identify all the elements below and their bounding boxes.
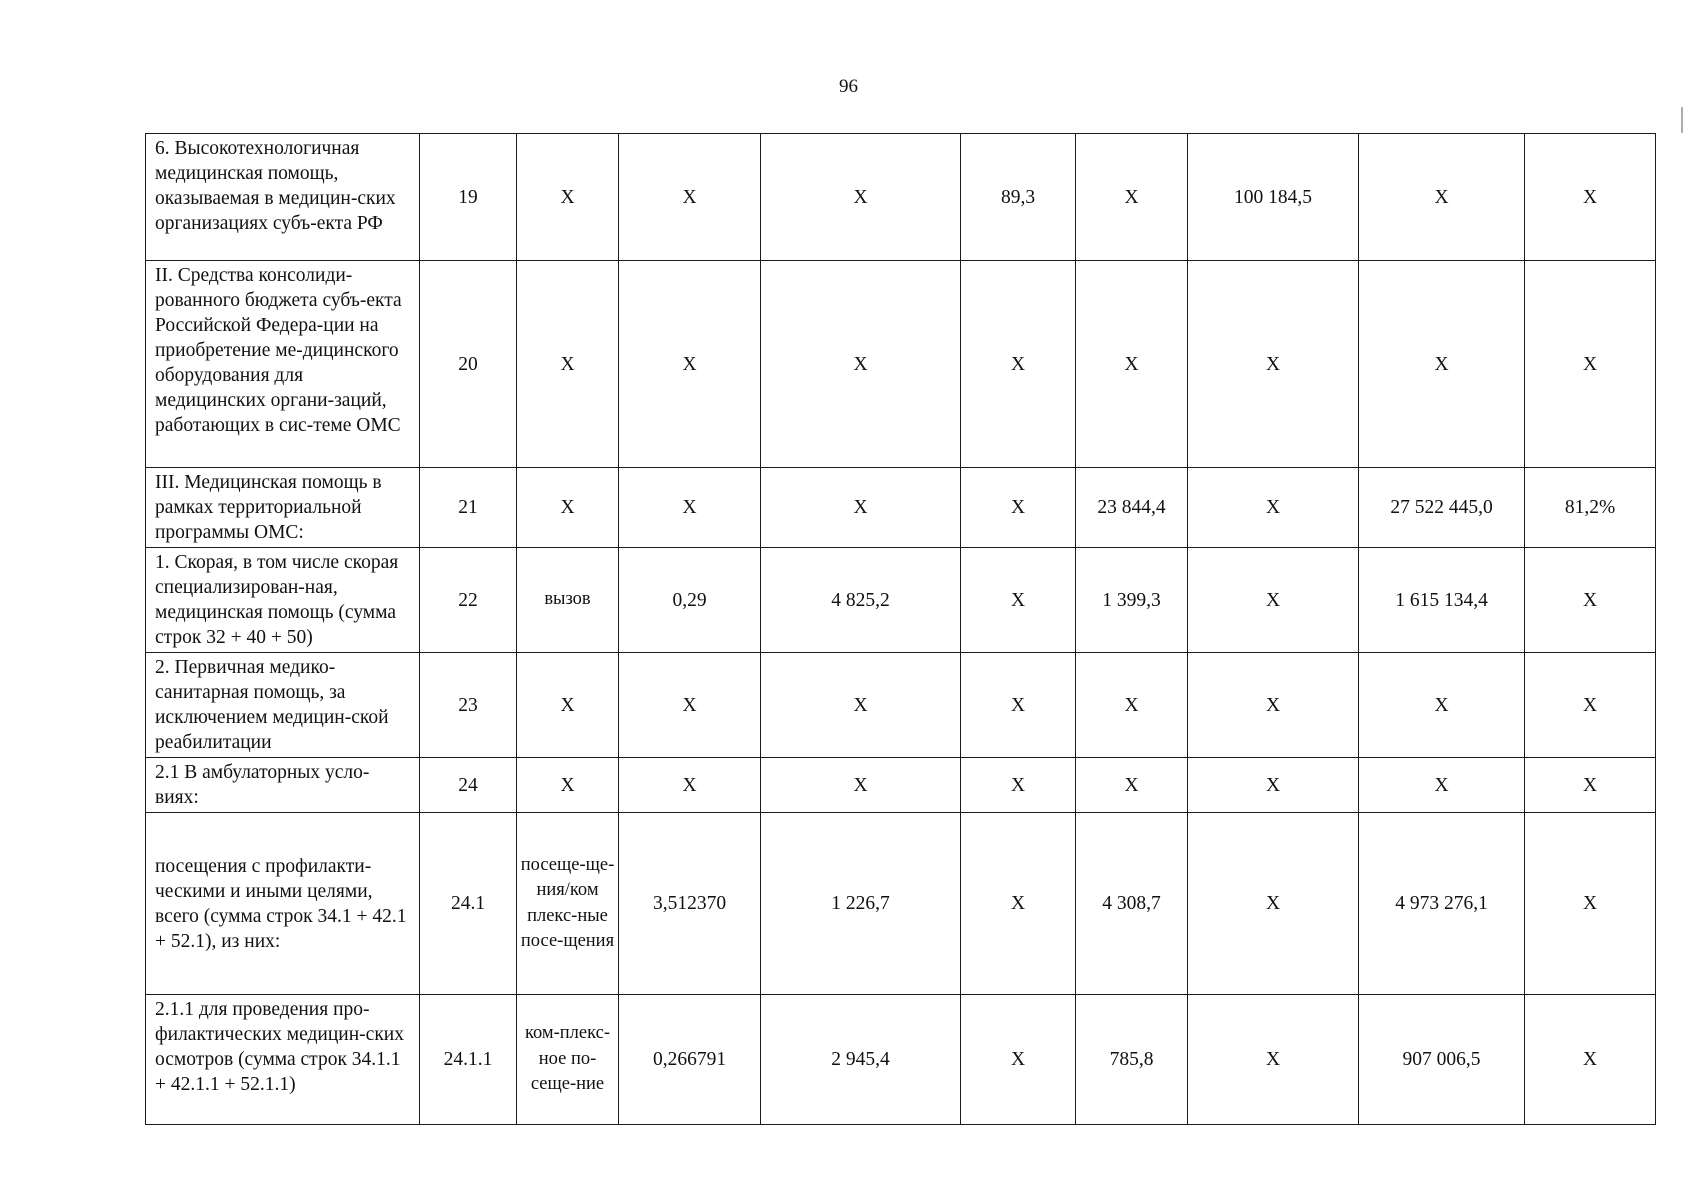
table-row <box>146 261 1656 468</box>
row-number-cell: 21 <box>420 468 517 548</box>
per-capita-oms-cell: 23 844,4 <box>1076 468 1188 548</box>
share-cell: X <box>1525 653 1656 758</box>
row-label: II. Средства консолиди-рованного бюджета субъ-екта Российской Федера-ции на приобретение ме-дицинского оборудования для медицинских органи-заций, работающих в сис-теме ОМС <box>146 261 420 468</box>
row-number-cell: 19 <box>420 134 517 261</box>
volume-norm-cell: 0,266791 <box>619 995 761 1125</box>
unit-cell: X <box>517 468 619 548</box>
cost-norm-cell: X <box>761 468 961 548</box>
unit-cell: вызов <box>517 548 619 653</box>
per-capita-budget-cell: 89,3 <box>961 134 1076 261</box>
row-number-cell: 24 <box>420 758 517 813</box>
cost-norm-cell: 1 226,7 <box>761 813 961 995</box>
total-oms-cell: 4 973 276,1 <box>1359 813 1525 995</box>
table-row <box>146 548 1656 653</box>
row-number-cell: 20 <box>420 261 517 468</box>
per-capita-budget-cell: X <box>961 548 1076 653</box>
volume-norm-cell: 3,512370 <box>619 813 761 995</box>
volume-norm-cell: X <box>619 468 761 548</box>
table-row <box>146 653 1656 758</box>
total-budget-cell: X <box>1188 813 1359 995</box>
table-row <box>146 468 1656 548</box>
unit-cell: X <box>517 261 619 468</box>
per-capita-oms-cell: 785,8 <box>1076 995 1188 1125</box>
scan-edge-mark <box>1681 107 1691 133</box>
cost-norm-cell: X <box>761 134 961 261</box>
per-capita-oms-cell: X <box>1076 134 1188 261</box>
volume-norm-cell: X <box>619 261 761 468</box>
share-cell: X <box>1525 813 1656 995</box>
total-budget-cell: X <box>1188 468 1359 548</box>
per-capita-budget-cell: X <box>961 813 1076 995</box>
per-capita-budget-cell: X <box>961 261 1076 468</box>
per-capita-budget-cell: X <box>961 758 1076 813</box>
row-number-cell: 23 <box>420 653 517 758</box>
share-cell: X <box>1525 758 1656 813</box>
unit-cell: ком-плекс-ное по-сеще-ние <box>517 995 619 1125</box>
data-table <box>145 133 1656 1125</box>
share-cell: 81,2% <box>1525 468 1656 548</box>
row-label: 2.1 В амбулаторных усло-виях: <box>146 758 420 813</box>
volume-norm-cell: 0,29 <box>619 548 761 653</box>
share-cell: X <box>1525 548 1656 653</box>
row-label: 1. Скорая, в том числе скорая специализирован-ная, медицинская помощь (сумма строк 32 + 40 + 50) <box>146 548 420 653</box>
total-oms-cell: X <box>1359 261 1525 468</box>
cost-norm-cell: X <box>761 261 961 468</box>
total-budget-cell: X <box>1188 548 1359 653</box>
page-number: 96 <box>839 76 858 97</box>
table-row <box>146 813 1656 995</box>
total-oms-cell: 27 522 445,0 <box>1359 468 1525 548</box>
row-number-cell: 24.1 <box>420 813 517 995</box>
share-cell: X <box>1525 995 1656 1125</box>
row-label: 6. Высокотехнологичная медицинская помощь, оказываемая в медицин-ских организациях субъ-екта РФ <box>146 134 420 261</box>
total-oms-cell: 907 006,5 <box>1359 995 1525 1125</box>
unit-cell: посеще-ще-ния/ком плекс-ные посе-щения <box>517 813 619 995</box>
total-budget-cell: X <box>1188 653 1359 758</box>
total-oms-cell: X <box>1359 134 1525 261</box>
total-oms-cell: X <box>1359 653 1525 758</box>
per-capita-oms-cell: 1 399,3 <box>1076 548 1188 653</box>
total-budget-cell: X <box>1188 995 1359 1125</box>
cost-norm-cell: 4 825,2 <box>761 548 961 653</box>
per-capita-budget-cell: X <box>961 653 1076 758</box>
share-cell: X <box>1525 134 1656 261</box>
cost-norm-cell: X <box>761 758 961 813</box>
cost-norm-cell: X <box>761 653 961 758</box>
row-label: 2.1.1 для проведения про-филактических медицин-ских осмотров (сумма строк 34.1.1 + 42.1.1 + 52.1.1) <box>146 995 420 1125</box>
volume-norm-cell: X <box>619 653 761 758</box>
row-number-cell: 24.1.1 <box>420 995 517 1125</box>
volume-norm-cell: X <box>619 134 761 261</box>
table-row <box>146 995 1656 1125</box>
row-number-cell: 22 <box>420 548 517 653</box>
per-capita-budget-cell: X <box>961 995 1076 1125</box>
cost-norm-cell: 2 945,4 <box>761 995 961 1125</box>
unit-cell: X <box>517 653 619 758</box>
total-budget-cell: X <box>1188 261 1359 468</box>
table-row <box>146 134 1656 261</box>
unit-cell: X <box>517 134 619 261</box>
unit-cell: X <box>517 758 619 813</box>
total-budget-cell: 100 184,5 <box>1188 134 1359 261</box>
row-label: 2. Первичная медико-санитарная помощь, за исключением медицин-ской реабилитации <box>146 653 420 758</box>
table-row <box>146 758 1656 813</box>
per-capita-oms-cell: X <box>1076 758 1188 813</box>
total-oms-cell: 1 615 134,4 <box>1359 548 1525 653</box>
total-budget-cell: X <box>1188 758 1359 813</box>
total-oms-cell: X <box>1359 758 1525 813</box>
volume-norm-cell: X <box>619 758 761 813</box>
row-label: III. Медицинская помощь в рамках территориальной программы ОМС: <box>146 468 420 548</box>
row-label: посещения с профилакти-ческими и иными целями, всего (сумма строк 34.1 + 42.1 + 52.1), из них: <box>146 813 420 995</box>
per-capita-oms-cell: X <box>1076 261 1188 468</box>
per-capita-budget-cell: X <box>961 468 1076 548</box>
per-capita-oms-cell: X <box>1076 653 1188 758</box>
per-capita-oms-cell: 4 308,7 <box>1076 813 1188 995</box>
share-cell: X <box>1525 261 1656 468</box>
